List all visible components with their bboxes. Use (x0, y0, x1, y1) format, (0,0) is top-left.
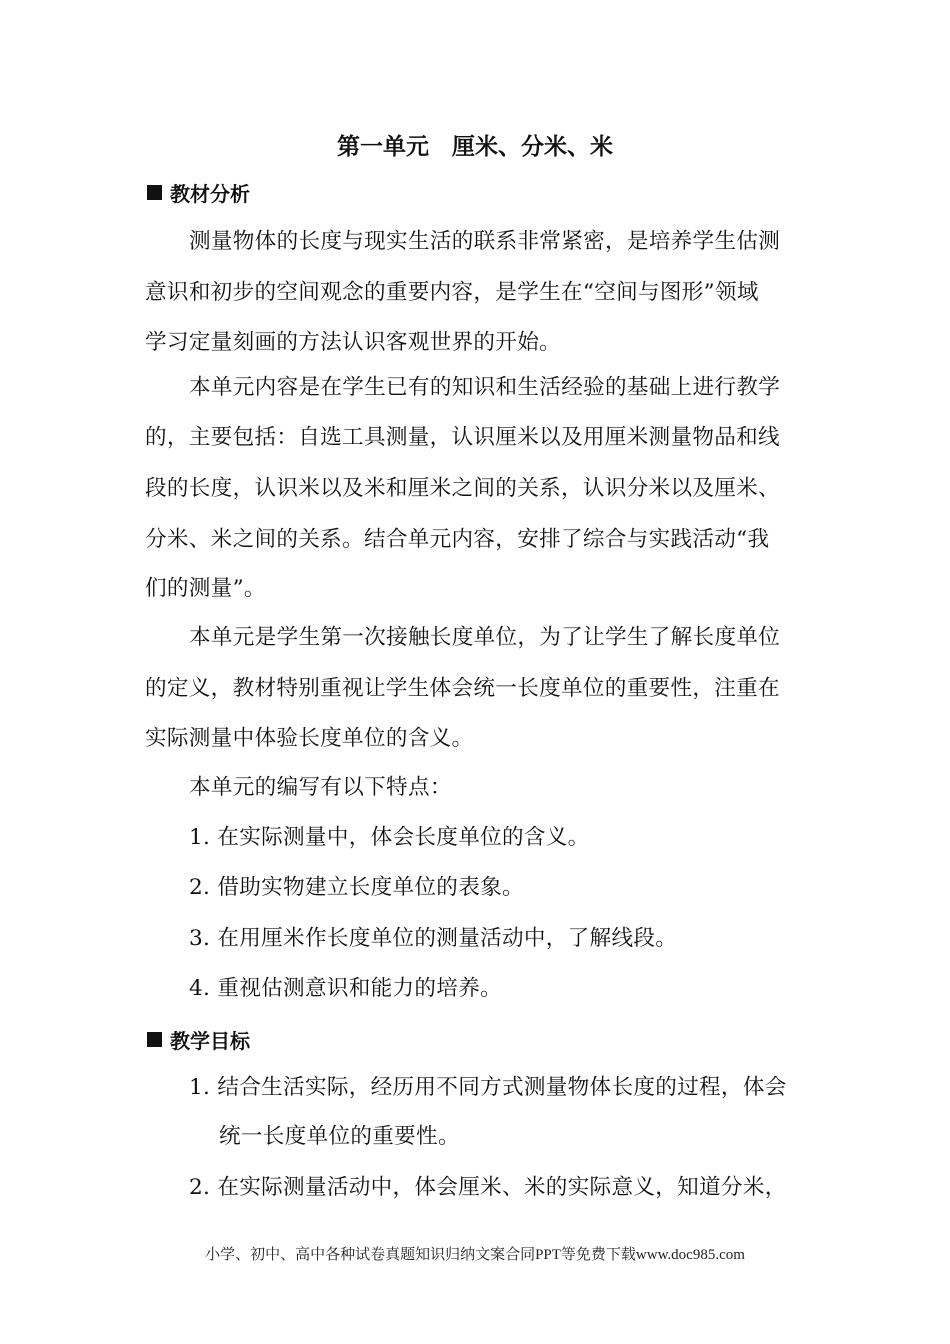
list-item-continuation: 统一长度单位的重要性。 (219, 1124, 460, 1149)
paragraph-line: 分米、米之间的关系。结合单元内容，安排了综合与实践活动“我 (145, 527, 770, 552)
paragraph-line: 本单元的编写有以下特点： (189, 775, 452, 800)
list-item: 1. 结合生活实际，经历用不同方式测量物体长度的过程，体会 (189, 1075, 787, 1100)
square-bullet-icon (147, 1032, 162, 1047)
paragraph-line: 本单元内容是在学生已有的知识和生活经验的基础上进行教学 (189, 375, 781, 400)
paragraph-line: 实际测量中体验长度单位的含义。 (145, 726, 474, 751)
paragraph-line: 的定义，教材特别重视让学生体会统一长度单位的重要性，注重在 (145, 676, 780, 701)
section-heading-textbook-analysis (147, 178, 250, 207)
paragraph-line: 段的长度，认识米以及米和厘米之间的关系，认识分米以及厘米、 (145, 476, 780, 501)
list-item: 2. 在实际测量活动中，体会厘米、米的实际意义，知道分米， (189, 1175, 787, 1200)
page-footer: 小学、初中、高中各种试卷真题知识归纳文案合同PPT等免费下载www.doc985.com (205, 1247, 745, 1263)
square-bullet-icon (147, 185, 162, 200)
section-heading-label: 教材分析 (170, 182, 250, 206)
list-item: 2. 借助实物建立长度单位的表象。 (189, 875, 524, 900)
paragraph-line: 意识和初步的空间观念的重要内容，是学生在“空间与图形”领域 (145, 280, 759, 305)
page-title: 第一单元 厘米、分米、米 (337, 134, 613, 160)
paragraph-line: 学习定量刻画的方法认识客观世界的开始。 (145, 330, 561, 355)
paragraph-line: 测量物体的长度与现实生活的联系非常紧密，是培养学生估测 (189, 229, 781, 254)
list-item: 1. 在实际测量中，体会长度单位的含义。 (189, 825, 590, 850)
list-item: 3. 在用厘米作长度单位的测量活动中，了解线段。 (189, 926, 678, 951)
paragraph-line: 们的测量”。 (145, 576, 266, 601)
list-item: 4. 重视估测意识和能力的培养。 (189, 976, 502, 1001)
paragraph-line: 本单元是学生第一次接触长度单位，为了让学生了解长度单位 (189, 625, 781, 650)
paragraph-line: 的，主要包括：自选工具测量，认识厘米以及用厘米测量物品和线 (145, 425, 780, 450)
section-heading-teaching-goals (147, 1025, 250, 1054)
section-heading-label: 教学目标 (170, 1029, 250, 1053)
